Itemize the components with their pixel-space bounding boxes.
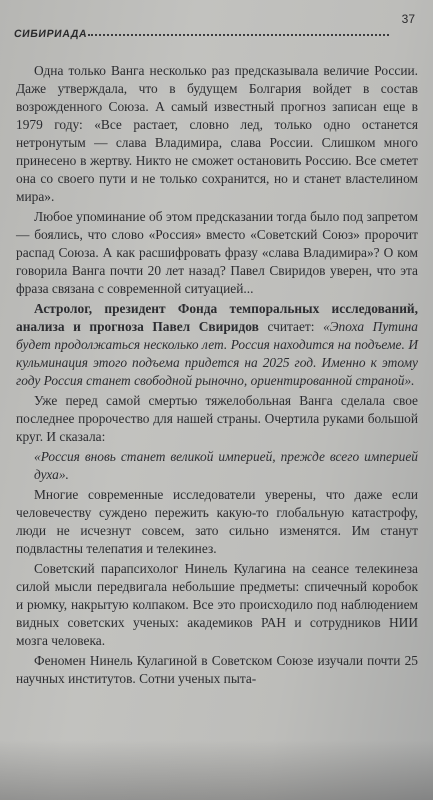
- empire-quote: «Россия вновь станет великой империей, прежде всего империей духа».: [34, 449, 418, 482]
- paragraph-empire-quote: [16, 448, 418, 484]
- page-shadow: [0, 740, 433, 800]
- running-head-title: СИБИРИАДА: [13, 28, 89, 40]
- paragraph-researchers: Многие современные исследователи уверены, что даже если человечеству суждено пережить какую-то глобальную катастрофу, люди не исчезнут совсем, зато сильно изменятся. Им станут подвластны телепатия и телекинез.: [16, 487, 418, 556]
- paragraph-sviridov: [16, 300, 418, 390]
- paragraph-last-prophecy: Уже перед самой смертью тяжелобольная Ванга сделала свое последнее пророчество для нашей страны. Очертила руками большой круг. И сказала:: [16, 393, 418, 444]
- running-head-dotted-rule: [88, 34, 389, 36]
- paragraph-prohibition: Любое упоминание об этом предсказании тогда было под запретом — боялись, что слово «Россия» вместо «Советский Союз» пророчит распад Союза. А как расшифровать фразу «слава Владимира»? О ком говорила Ванга почти 20 лет назад? Павел Свиридов уверен, что эта фраза связана с современной ситуацией...: [16, 209, 418, 296]
- paragraph-kulagina-phenomenon: Феномен Нинель Кулагиной в Советском Союзе изучали почти 25 научных институтов. Сотни ученых пыта-: [16, 653, 418, 686]
- sviridov-says: считает:: [258, 319, 324, 334]
- sviridov-quote: «Эпоха Путина будет продолжаться несколько лет. Россия находится на подъеме. И кульминация этого подъема придется на 2025 год. Именно к этому году Россия станет свободной рыночно, ориентированной страной».: [16, 319, 418, 388]
- running-head: [13, 12, 419, 40]
- paragraph-kulagina: Советский парапсихолог Нинель Кулагина на сеансе телекинеза силой мысли передвигала небольшие предметы: спичечный коробок и рюмку, накрытую колпаком. Все это происходило под наблюдением видных советских ученых: академиков РАН и сотрудников НИИ мозга человека.: [16, 561, 418, 648]
- page-number: 37: [401, 12, 415, 26]
- paragraph-vanga-prophecy: Одна только Ванга несколько раз предсказывала величие России. Даже утверждала, что в будущем Болгария войдет в состав возрожденного Союза. А самый известный прогноз записан еще в 1979 году: «Все растает, словно лед, только одно останется нетронутым — слава Владимира, слава России. Слишком много принесено в жертву. Никто не сможет остановить Россию. Все сметет она со своего пути и не только сохранится, но и станет властелином мира».: [16, 63, 418, 204]
- body-text: [16, 62, 418, 690]
- sviridov-title: Астролог, президент Фонда темпоральных исследований, анализа и прогноза Павел Свиридов: [16, 301, 418, 334]
